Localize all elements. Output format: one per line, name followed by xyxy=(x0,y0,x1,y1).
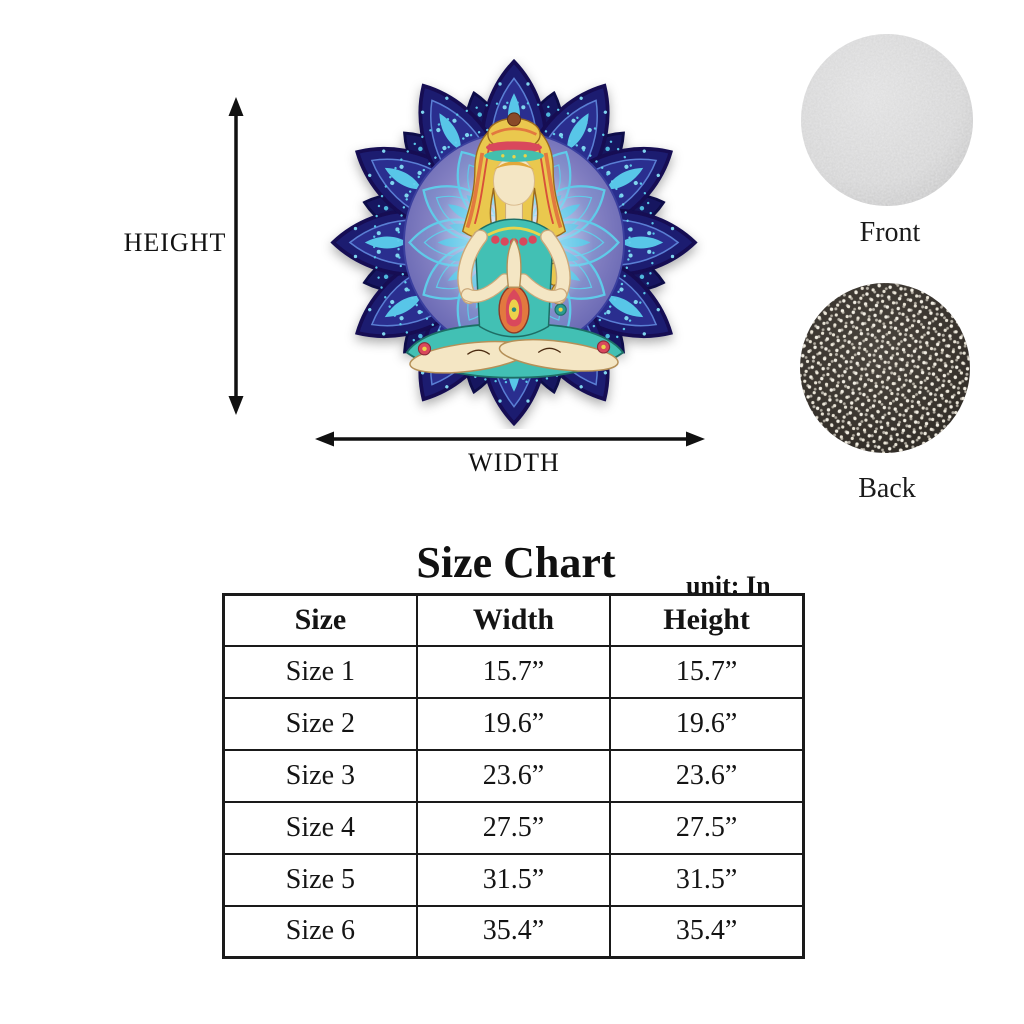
size-cell: Size 2 xyxy=(224,698,417,750)
table-row xyxy=(224,906,804,958)
height-label: HEIGHT xyxy=(123,228,227,257)
col-header-width: Width xyxy=(417,595,610,646)
table-row xyxy=(224,646,804,698)
unit-label: unit: In xyxy=(686,571,771,600)
width-cell: 19.6” xyxy=(417,698,610,750)
back-fabric-swatch-image xyxy=(799,282,971,454)
height-cell: 27.5” xyxy=(610,802,803,854)
width-cell: 27.5” xyxy=(417,802,610,854)
col-header-height: Height xyxy=(610,595,803,646)
size-cell: Size 5 xyxy=(224,854,417,906)
back-label: Back xyxy=(858,473,916,504)
height-cell: 31.5” xyxy=(610,854,803,906)
size-table-header-row xyxy=(224,595,804,646)
size-cell: Size 6 xyxy=(224,906,417,958)
height-cell: 35.4” xyxy=(610,906,803,958)
back-fabric-swatch xyxy=(799,282,971,459)
width-cell: 35.4” xyxy=(417,906,610,958)
height-arrow-icon xyxy=(225,97,247,415)
width-arrow-icon xyxy=(315,428,705,450)
width-cell: 23.6” xyxy=(417,750,610,802)
size-cell: Size 3 xyxy=(224,750,417,802)
table-row xyxy=(224,698,804,750)
width-cell: 15.7” xyxy=(417,646,610,698)
mandala-graphic xyxy=(321,56,707,429)
table-row xyxy=(224,854,804,906)
table-row xyxy=(224,750,804,802)
col-header-size: Size xyxy=(224,595,417,646)
front-fabric-swatch-image xyxy=(800,33,974,207)
front-fabric-swatch xyxy=(800,33,974,212)
table-row xyxy=(224,802,804,854)
size-cell: Size 1 xyxy=(224,646,417,698)
mandala-product-image xyxy=(321,56,707,429)
height-cell: 19.6” xyxy=(610,698,803,750)
front-label: Front xyxy=(859,217,921,248)
size-table-body xyxy=(224,646,804,958)
width-label: WIDTH xyxy=(468,448,560,477)
size-table xyxy=(222,593,805,959)
height-cell: 15.7” xyxy=(610,646,803,698)
size-chart-title: Size Chart xyxy=(416,538,616,587)
height-cell: 23.6” xyxy=(610,750,803,802)
width-cell: 31.5” xyxy=(417,854,610,906)
size-cell: Size 4 xyxy=(224,802,417,854)
